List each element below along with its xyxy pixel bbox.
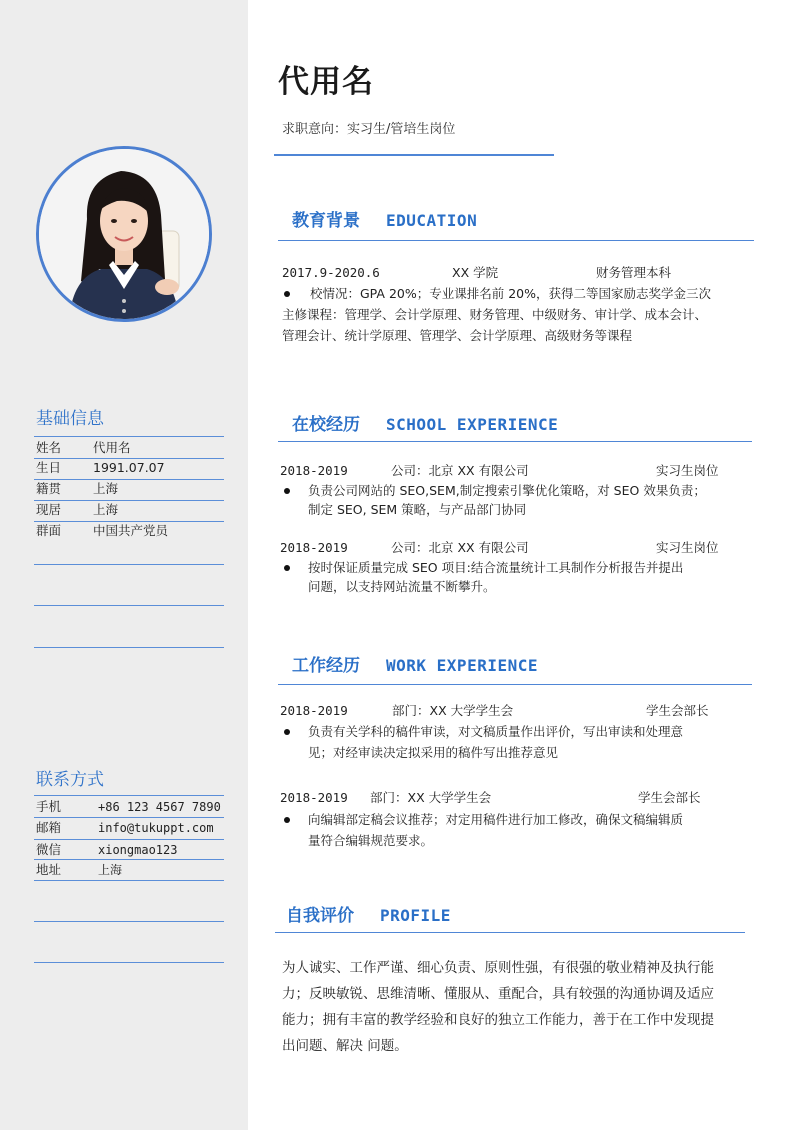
divider — [34, 962, 224, 963]
section-divider — [278, 240, 754, 241]
edu-courses-line: 管理会计、统计学原理、管理学、会计学原理、高级财务等课程 — [282, 328, 633, 343]
exp-period: 2018-2019 — [280, 703, 348, 718]
exp-org: 部门：XX 大学学生会 — [392, 703, 514, 718]
divider — [34, 479, 224, 480]
section-divider — [275, 932, 745, 933]
bullet-icon — [284, 565, 290, 571]
info-key: 姓名 — [36, 440, 62, 455]
section-divider — [278, 441, 752, 442]
exp-desc-line: 向编辑部定稿会议推荐；对定用稿件进行加工修改，确保文稿编辑质 — [308, 812, 684, 827]
edu-school: XX 学院 — [452, 265, 499, 280]
contact-value: 上海 — [98, 863, 123, 877]
bullet-icon — [284, 817, 290, 823]
bullet-icon — [284, 291, 290, 297]
contact-key: 地址 — [36, 862, 62, 877]
exp-org: 公司：北京 XX 有限公司 — [391, 463, 529, 478]
contact-key: 邮箱 — [36, 820, 62, 835]
section-title-en: WORK EXPERIENCE — [386, 656, 538, 675]
exp-role: 实习生岗位 — [656, 540, 719, 555]
edu-major: 财务管理本科 — [596, 265, 672, 280]
divider — [34, 564, 224, 565]
contact-key: 微信 — [36, 842, 62, 857]
section-title-en: PROFILE — [380, 906, 451, 925]
exp-desc-line: 按时保证质量完成 SEO 项目:结合流量统计工具制作分析报告并提出 — [308, 560, 684, 575]
bullet-icon — [284, 488, 290, 494]
exp-org: 部门：XX 大学学生会 — [370, 790, 492, 805]
section-title-en: EDUCATION — [386, 211, 478, 230]
divider — [34, 458, 224, 459]
divider — [34, 500, 224, 501]
info-key: 群面 — [36, 523, 62, 538]
info-value: 上海 — [93, 502, 119, 517]
exp-desc-line: 量符合编辑规范要求。 — [308, 833, 434, 848]
exp-period: 2018-2019 — [280, 463, 348, 478]
exp-role: 学生会部长 — [638, 790, 701, 805]
info-key: 现居 — [36, 502, 62, 517]
edu-courses-line: 主修课程：管理学、会计学原理、财务管理、中级财务、审计学、成本会计、 — [282, 307, 708, 322]
info-value: 1991.07.07 — [93, 460, 165, 475]
info-value: 中国共产党员 — [93, 523, 169, 538]
divider — [34, 839, 224, 840]
contact-title: 联系方式 — [36, 770, 104, 790]
divider — [34, 436, 224, 437]
basic-info-title: 基础信息 — [36, 409, 104, 429]
section-title-cn: 工作经历 — [292, 656, 360, 676]
divider — [34, 605, 224, 606]
exp-desc-line: 见；对经审读决定拟采用的稿件写出推荐意见 — [308, 745, 559, 760]
sidebar — [0, 0, 248, 1130]
section-title-en: SCHOOL EXPERIENCE — [386, 415, 559, 434]
resume-name: 代用名 — [278, 64, 374, 100]
exp-desc-line: 问题，以支持网站流量不断攀升。 — [308, 579, 496, 594]
section-divider — [278, 684, 752, 685]
exp-period: 2018-2019 — [280, 790, 348, 805]
profile-line: 出问题、解决 问题。 — [282, 1038, 408, 1054]
info-key: 籍贯 — [36, 481, 62, 496]
exp-org: 公司：北京 XX 有限公司 — [391, 540, 529, 555]
edu-bullet-text: 校情况：GPA 20%；专业课排名前 20%，获得二等国家励志奖学金三次 — [310, 286, 711, 301]
section-title-cn: 在校经历 — [292, 415, 360, 435]
divider — [34, 521, 224, 522]
work-section-title — [292, 651, 538, 676]
divider — [34, 859, 224, 860]
bullet-icon — [284, 729, 290, 735]
education-section-title — [292, 206, 477, 231]
contact-value[interactable]: info@tukuppt.com — [98, 821, 214, 835]
profile-line: 力；反映敏锐、思维清晰、懂服从、重配合，具有较强的沟通协调及适应 — [282, 986, 714, 1002]
divider — [34, 795, 224, 796]
exp-period: 2018-2019 — [280, 540, 348, 555]
exp-role: 实习生岗位 — [656, 463, 719, 478]
profile-line: 为人诚实、工作严谨、细心负责、原则性强，有很强的敬业精神及执行能 — [282, 960, 714, 976]
profile-line: 能力；拥有丰富的教学经验和良好的独立工作能力，善于在工作中发现提 — [282, 1012, 714, 1028]
section-title-cn: 教育背景 — [292, 211, 360, 231]
info-value: 代用名 — [93, 440, 131, 455]
contact-value: xiongmao123 — [98, 843, 178, 857]
exp-desc-line: 制定 SEO, SEM 策略，与产品部门协同 — [308, 502, 527, 517]
contact-value[interactable]: +86 123 4567 7890 — [98, 800, 221, 814]
profile-photo — [36, 146, 212, 322]
edu-period: 2017.9-2020.6 — [282, 265, 380, 280]
profile-section-title — [286, 901, 451, 926]
info-value: 上海 — [93, 481, 119, 496]
divider — [34, 921, 224, 922]
divider — [34, 880, 224, 881]
exp-desc-line: 负责公司网站的 SEO,SEM,制定搜索引擎优化策略，对 SEO 效果负责； — [308, 483, 706, 498]
divider — [34, 817, 224, 818]
portrait-image — [39, 149, 209, 319]
exp-role: 学生会部长 — [646, 703, 709, 718]
school-section-title — [292, 410, 558, 435]
contact-key: 手机 — [36, 799, 62, 814]
exp-desc-line: 负责有关学科的稿件审读，对文稿质量作出评价，写出审读和处理意 — [308, 724, 684, 739]
section-title-cn: 自我评价 — [286, 906, 354, 926]
divider — [34, 647, 224, 648]
info-key: 生日 — [36, 460, 62, 475]
header-divider — [274, 154, 554, 156]
job-intent: 求职意向：实习生/管培生岗位 — [282, 122, 456, 137]
